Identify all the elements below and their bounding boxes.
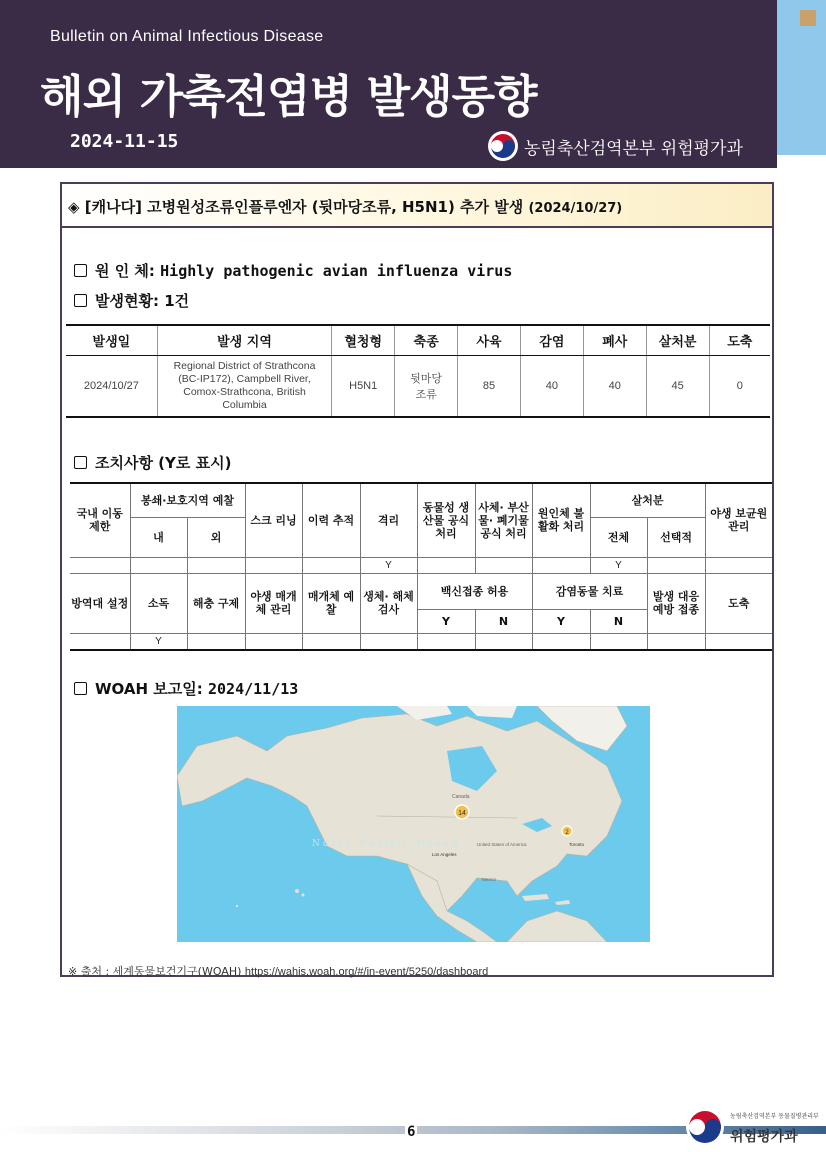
- measure-header: 사체· 부산물· 폐기물 공식 처리: [475, 483, 532, 557]
- pathogen-label: 원 인 체:: [95, 262, 155, 280]
- cluster-count: 2: [565, 830, 569, 836]
- measure-header: 이력 추적: [302, 483, 360, 557]
- measures-table: [70, 482, 772, 651]
- measure-header: 야생 보균원 관리: [705, 483, 772, 557]
- flag-cell: [70, 633, 130, 650]
- table-cell: 2024/10/27: [66, 355, 157, 417]
- measure-header: 살처분: [590, 483, 705, 517]
- table-header-row: [66, 325, 770, 355]
- table-row: [66, 355, 770, 417]
- measure-subheader: 외: [187, 517, 245, 557]
- measure-header: 봉쇄·보호지역 예찰: [130, 483, 245, 517]
- occurrence-value: 1건: [164, 292, 190, 310]
- table-cell: 0: [709, 355, 770, 417]
- measure-header: 스크 리닝: [245, 483, 302, 557]
- measure-header: 원인체 불활화 처리: [532, 483, 590, 557]
- table-cell: 40: [583, 355, 646, 417]
- page-number: 6: [407, 1124, 416, 1140]
- measures-flag-row-1: [70, 557, 772, 573]
- measures-heading: [74, 452, 231, 473]
- measures-header-row-1: [70, 483, 772, 517]
- map-label-canada: Canada: [452, 794, 470, 800]
- footer-org: 농림축산검역본부 동물질병관리부: [730, 1113, 819, 1120]
- bulletin-name: Bulletin on Animal Infectious Disease: [50, 28, 324, 45]
- measures-header-row-2: [70, 573, 772, 609]
- item-title-date: (2024/10/27): [528, 201, 623, 216]
- measure-header: 발생 대응 예방 접종: [647, 573, 705, 633]
- flag-cell: [302, 633, 360, 650]
- item-title: [68, 196, 622, 217]
- measure-header: 해충 구제: [187, 573, 245, 633]
- col-header: 사육: [458, 325, 521, 355]
- measure-header: 야생 매개체 관리: [245, 573, 302, 633]
- checkbox-square-icon: [74, 264, 87, 277]
- measure-subheader: 선택적: [647, 517, 705, 557]
- flag-cell: [475, 557, 532, 573]
- measure-subheader: 내: [130, 517, 187, 557]
- table-cell: 85: [458, 355, 521, 417]
- col-header: 발생 지역: [157, 325, 331, 355]
- source-note: [68, 963, 488, 979]
- table-cell: H5N1: [332, 355, 395, 417]
- agency-name: 농림축산검역본부 위험평가과: [524, 139, 743, 159]
- flag-cell: [187, 633, 245, 650]
- measure-header: 격리: [360, 483, 417, 557]
- flag-cell: [647, 557, 705, 573]
- measure-header: 도축: [705, 573, 772, 633]
- table-cell: 뒷마당 조류: [395, 355, 458, 417]
- footer-logo-icon: [686, 1108, 724, 1146]
- col-header: 살처분: [646, 325, 709, 355]
- measure-header: 국내 이동 제한: [70, 483, 130, 557]
- map-label-usa: United States of America: [477, 842, 527, 847]
- map-label-los-angeles: Los Angeles: [432, 852, 457, 857]
- col-header: 감염: [520, 325, 583, 355]
- woah-report-line: [74, 678, 298, 699]
- flag-cell: [647, 633, 705, 650]
- measure-header: 백신접종 허용: [417, 573, 532, 609]
- flag-cell: [475, 633, 532, 650]
- occurrence-table: [66, 324, 770, 418]
- measure-header: 소독: [130, 573, 187, 633]
- flag-cell: [70, 557, 130, 573]
- flag-cell: Y: [590, 557, 647, 573]
- col-header: 축종: [395, 325, 458, 355]
- header-banner: [0, 0, 777, 168]
- outbreak-map: [177, 706, 650, 942]
- measure-header: 방역대 설정: [70, 573, 130, 633]
- flag-cell: [532, 633, 590, 650]
- woah-report-date: 2024/11/13: [207, 680, 299, 698]
- table-cell: 40: [520, 355, 583, 417]
- measure-header: 감염동물 치료: [532, 573, 647, 609]
- measure-subheader: N: [590, 609, 647, 633]
- map-label-ocean: North Pacific Ocean: [312, 839, 461, 849]
- flag-cell: [417, 633, 475, 650]
- measures-flag-row-2: [70, 633, 772, 650]
- checkbox-square-icon: [74, 456, 87, 469]
- item-title-text: ◈ [캐나다] 고병원성조류인플루엔자 (뒷마당조류, H5N1) 추가 발생: [68, 198, 524, 216]
- occurrence-line: [74, 290, 189, 311]
- page-title: 해외 가축전염병 발생동향: [40, 70, 537, 123]
- cluster-count: 14: [458, 810, 466, 817]
- measure-header: 생체· 해체 검사: [360, 573, 417, 633]
- checkbox-square-icon: [74, 682, 87, 695]
- occurrence-label: 발생현황:: [95, 292, 159, 310]
- flag-cell: [532, 557, 590, 573]
- map-label-toronto: Toronto: [569, 842, 585, 847]
- table-cell: Regional District of Strathcona (BC-IP172), Campbell River, Comox-Strathcona, British Columbia: [157, 355, 331, 417]
- map-label-mexico: Mexico: [482, 877, 497, 882]
- flag-cell: Y: [130, 633, 187, 650]
- pathogen-line: [74, 260, 512, 281]
- source-text: ※ 출처 : 세계동물보건기구(WOAH): [68, 965, 242, 978]
- col-header: 폐사: [583, 325, 646, 355]
- woah-report-label: WOAH 보고일:: [95, 680, 203, 698]
- report-box: [60, 182, 774, 977]
- flag-cell: [360, 633, 417, 650]
- flag-cell: [130, 557, 187, 573]
- footer-dept: 위험평가과: [730, 1129, 798, 1145]
- flag-cell: [245, 633, 302, 650]
- issue-date: 2024-11-15: [70, 131, 179, 152]
- measure-header: 동물성 생산물 공식 처리: [417, 483, 475, 557]
- flag-cell: [187, 557, 245, 573]
- col-header: 도축: [709, 325, 770, 355]
- item-title-bar: [62, 184, 772, 228]
- flag-cell: [705, 633, 772, 650]
- flag-cell: Y: [360, 557, 417, 573]
- measure-subheader: Y: [532, 609, 590, 633]
- measure-subheader: N: [475, 609, 532, 633]
- flag-cell: [245, 557, 302, 573]
- flag-cell: [590, 633, 647, 650]
- col-header: 혈청형: [332, 325, 395, 355]
- checkbox-square-icon: [74, 294, 87, 307]
- pathogen-value: Highly pathogenic avian influenza virus: [160, 262, 513, 280]
- measures-heading-text: 조치사항 (Y로 표시): [95, 454, 232, 472]
- col-header: 발생일: [66, 325, 157, 355]
- source-link[interactable]: https://wahis.woah.org/#/in-event/5250/dashboard: [244, 966, 489, 978]
- measure-subheader: 전체: [590, 517, 647, 557]
- flag-cell: [705, 557, 772, 573]
- flag-cell: [302, 557, 360, 573]
- measure-header: 매개체 예찰: [302, 573, 360, 633]
- table-cell: 45: [646, 355, 709, 417]
- flag-cell: [417, 557, 475, 573]
- side-square: [800, 10, 816, 26]
- measure-subheader: Y: [417, 609, 475, 633]
- agency-logo-icon: [488, 131, 518, 161]
